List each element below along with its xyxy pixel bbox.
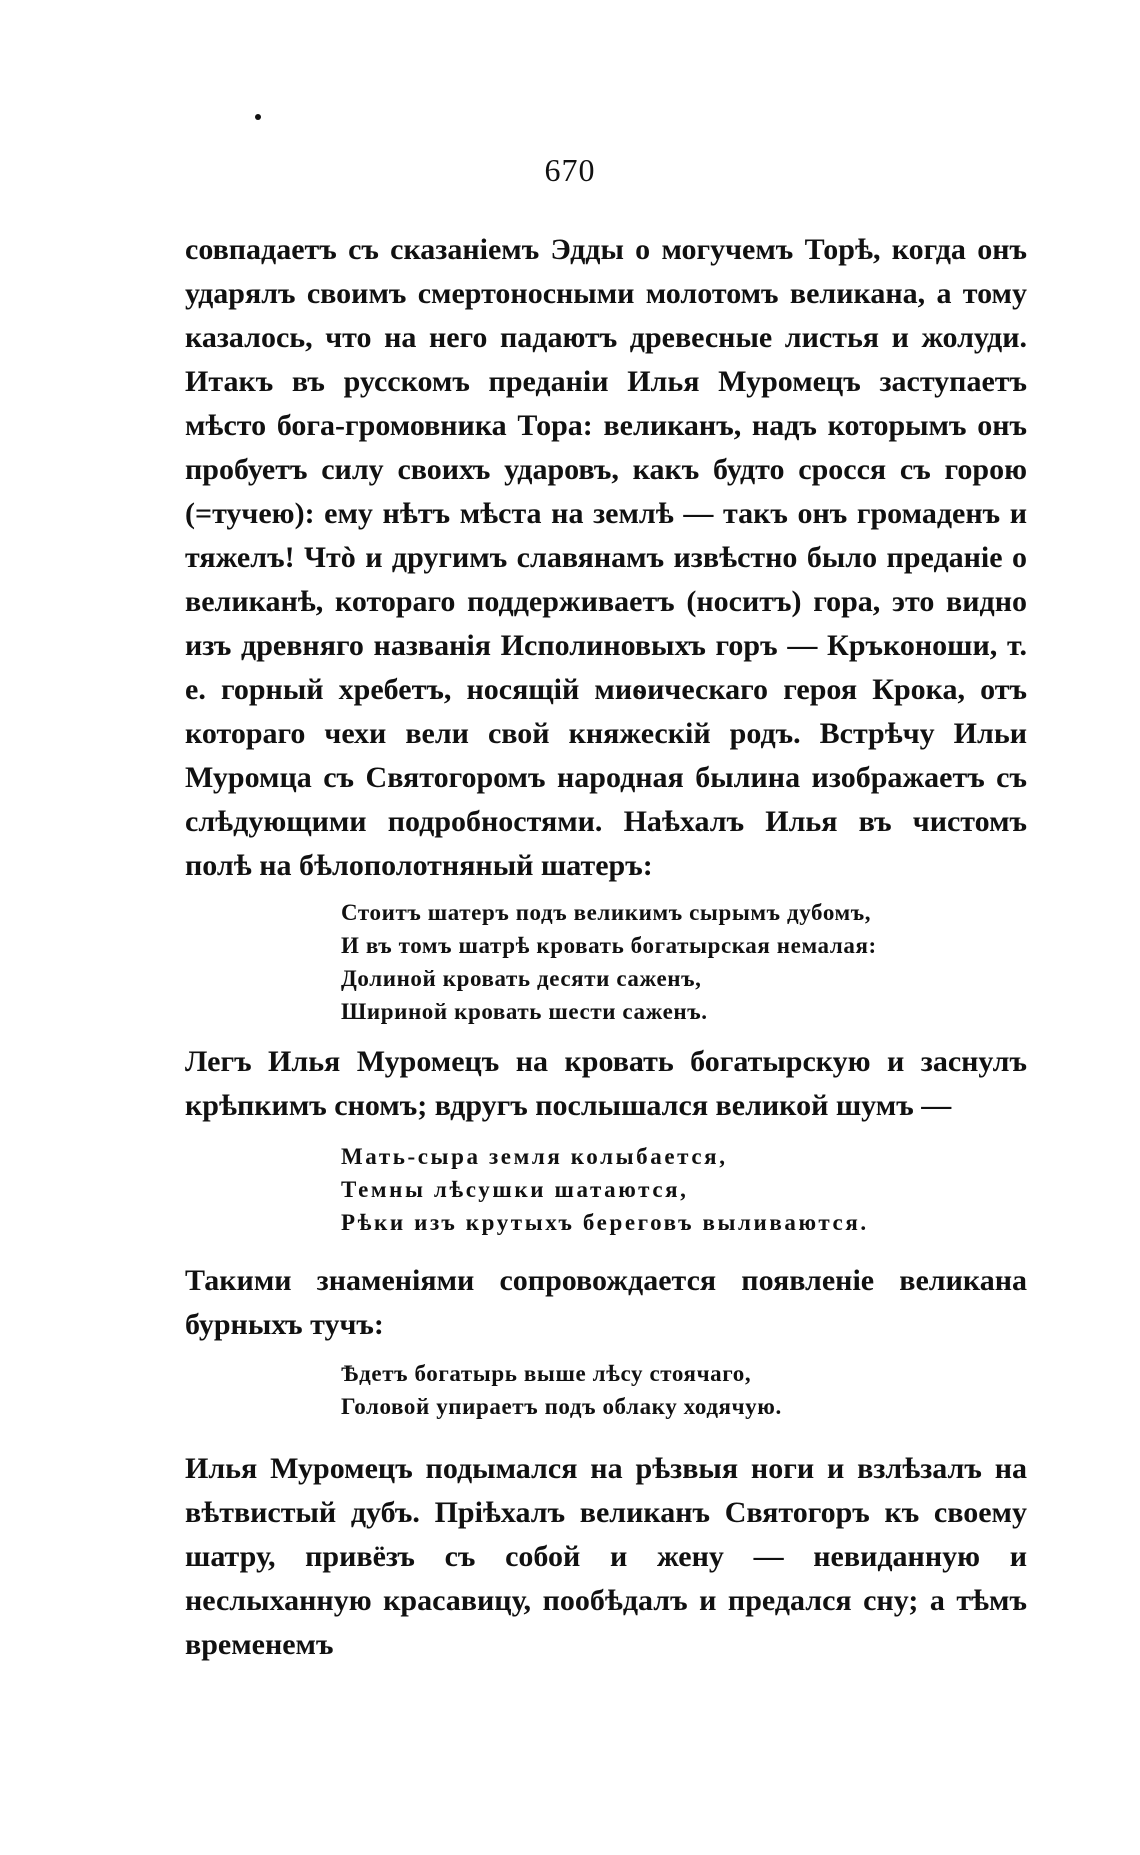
ink-speck bbox=[255, 114, 261, 120]
paragraph-svyatogor-arrives: Илья Муромецъ подымался на рѣзвыя ноги и взлѣзалъ на вѣтвистый дубъ. Пріѣхалъ великанъ Святогоръ къ своему шатру, привёзъ съ собой и жену — невиданную и неслыханную красавицу, пообѣдалъ и предался сну; а тѣмъ временемъ bbox=[185, 1452, 1027, 1661]
verse-line: Рѣки изъ крутыхъ береговъ выливаются. bbox=[341, 1210, 869, 1235]
verse-line: Ѣдетъ богатырь выше лѣсу стоячаго, bbox=[341, 1361, 752, 1386]
verse-line: Головой упираетъ подъ облаку ходячую. bbox=[341, 1394, 782, 1419]
verse-line: Темны лѣсушки шатаются, bbox=[341, 1177, 689, 1202]
verse-line: Долиной кровать десяти саженъ, bbox=[341, 966, 702, 991]
paragraph-thor-comparison: совпадаетъ съ сказаніемъ Эдды о могучемъ Торѣ, когда онъ ударялъ своимъ смертоносными молотомъ великана, а тому казалось, что на него падаютъ древесные листья и жолуди. Итакъ въ русскомъ преданіи Илья Муромецъ заступаетъ мѣсто бога-громовника Тора: великанъ, надъ которымъ онъ пробуетъ силу своихъ ударовъ, какъ будто сросся съ горою (=тучею): ему нѣтъ мѣста на землѣ — такъ онъ громаденъ и тяжелъ! Чтò и другимъ славянамъ извѣстно было преданіе о великанѣ, котораго поддерживаетъ (носитъ) гора, это видно изъ древняго названія Исполиновыхъ горъ — Кръконоши, т. е. горный хребетъ, носящій миѳическаго героя Крока, отъ котораго чехи вели свой княжескій родъ. Встрѣчу Ильи Муромца съ Святогоромъ народная былина изображаетъ съ слѣдующими подробностями. Наѣхалъ Илья въ чистомъ полѣ на бѣлополотняный шатеръ: bbox=[185, 233, 1027, 882]
paragraph-signs: Такими знаменіями сопровождается появленіе великана бурныхъ тучъ: bbox=[185, 1264, 1027, 1341]
verse-tent bbox=[185, 896, 1027, 1028]
verse-line: Стоитъ шатеръ подъ великимъ сырымъ дубомъ, bbox=[341, 900, 872, 925]
verse-earth-shakes bbox=[185, 1140, 1027, 1239]
verse-line: Шириной кровать шести саженъ. bbox=[341, 999, 708, 1024]
verse-giant-rides bbox=[185, 1357, 1027, 1423]
page-number: 670 bbox=[544, 152, 596, 188]
verse-line: И въ томъ шатрѣ кровать богатырская немалая: bbox=[341, 933, 877, 958]
page-body bbox=[185, 228, 1027, 1667]
paragraph-ilya-sleeps: Легъ Илья Муромецъ на кровать богатырскую и заснулъ крѣпкимъ сномъ; вдругъ послышался великой шумъ — bbox=[185, 1045, 1027, 1122]
verse-line: Мать-сыра земля колыбается, bbox=[341, 1144, 728, 1169]
